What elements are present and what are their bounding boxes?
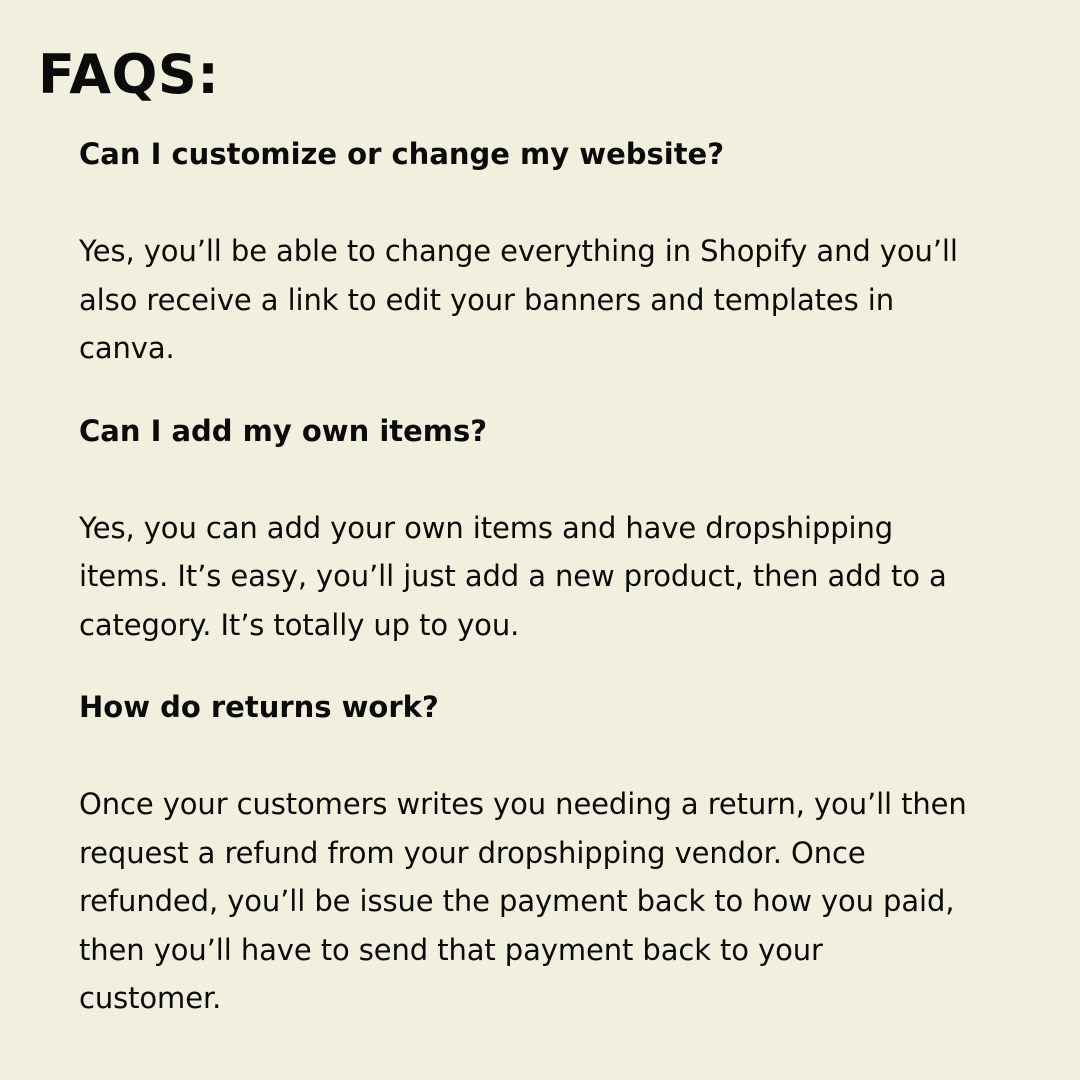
faq-question-returns: How do returns work?	[79, 690, 439, 724]
faq-answer-line: canva.	[79, 331, 175, 365]
faq-answer-line: category. It’s totally up to you.	[79, 607, 520, 642]
faq-answer-line: Once your customers writes you needing a return, you’ll then	[79, 787, 967, 821]
faq-answer-line: then you’ll have to send that payment back to your	[79, 932, 823, 967]
faq-answer-line: Yes, you’ll be able to change everything in Shopify and you’ll	[79, 234, 958, 268]
faq-item-returns	[79, 683, 1039, 1023]
faq-answer-line: request a refund from your dropshipping vendor. Once	[79, 835, 866, 870]
faq-question-own-items: Can I add my own items?	[79, 413, 488, 448]
faq-item-own-items	[79, 407, 1039, 650]
faq-answer-line: refunded, you’ll be issue the payment back to how you paid,	[79, 884, 955, 918]
faq-item-customize	[79, 130, 1039, 373]
faq-list	[79, 130, 1039, 1057]
faq-answer-line: also receive a link to edit your banners and templates in	[79, 282, 895, 317]
page-title: FAQS:	[38, 43, 220, 106]
faq-question-customize: Can I customize or change my website?	[79, 137, 725, 171]
faq-answer-line: Yes, you can add your own items and have dropshipping	[79, 510, 894, 545]
faq-answer-line: customer.	[79, 981, 222, 1015]
faq-answer-customize	[79, 227, 1039, 373]
faq-answer-line: items. It’s easy, you’ll just add a new product, then add to a	[79, 559, 947, 593]
faq-answer-returns	[79, 780, 1039, 1023]
faq-answer-own-items	[79, 504, 1039, 650]
